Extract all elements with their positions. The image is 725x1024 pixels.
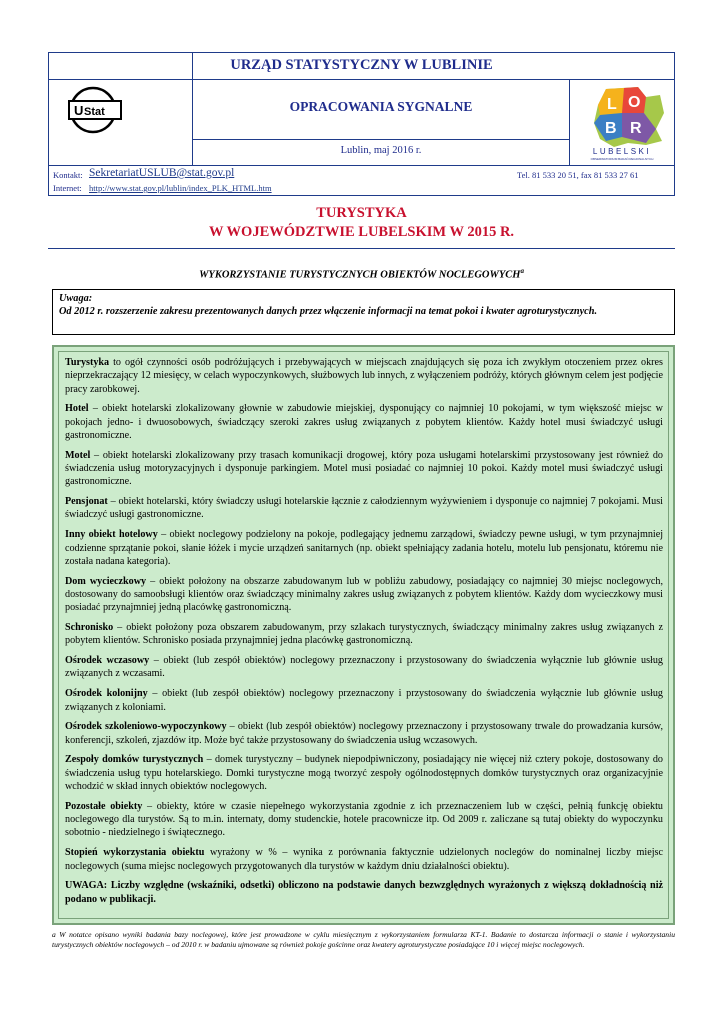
note-text: Od 2012 r. rozszerzenie zakresu prezentowanych danych przez włączenie informacji na temat pokoi i kwater agroturystycznych. bbox=[59, 306, 598, 317]
definition-item bbox=[65, 449, 663, 489]
definition-item bbox=[65, 621, 663, 648]
definition-term: Ośrodek kolonijny bbox=[65, 688, 148, 700]
definition-item bbox=[65, 654, 663, 681]
definition-item bbox=[65, 402, 663, 442]
internet-link[interactable]: http://www.stat.gov.pl/lublin/index_PLK_HTML.htm bbox=[89, 183, 272, 193]
definition-text: – obiekt hotelarski zlokalizowany głownie w zabudowie miejskiej, dysponujący co najmniej 10 pokojami, w tym większość miejsc w pokojach jedno- i dwuosobowych, świadczący szeroki zakres usług związanych z pobytem klientów. Każdy hotel musi świadczyć usługi gastronomiczne. bbox=[65, 403, 663, 441]
us-logo bbox=[66, 86, 126, 134]
logo-prefix: U bbox=[74, 103, 84, 118]
logo-text: Stat bbox=[84, 106, 105, 118]
definition-term: Ośrodek szkoleniowo-wypoczynkowy bbox=[65, 721, 227, 733]
definition-item bbox=[65, 720, 663, 747]
definition-term: Schronisko bbox=[65, 622, 114, 634]
definition-text: – obiekty, które w czasie niepełnego wykorzystania zgodnie z ich przeznaczeniem lub w części, pełnią funkcję obiektu noclegowego dla turystów. Są to m.in. internaty, domy studenckie, hotele pracownicze itp. Od 2009 r. zaliczane są tutaj obiekty do wypoczynku sobotnio - niedzielnego i świątecznego. bbox=[65, 800, 663, 839]
internet-label: Internet: bbox=[53, 183, 82, 193]
definition-text: to ogół czynności osób podróżujących i przebywających w miejscach znajdujących się poza ich zwykłym otoczeniem przez okres nieprzekraczający 12 miesięcy, w celach wypoczynkowych, służbowych lub innych, z wyłączeniem podróży, których głównym celem jest podjęcie pracy zarobkowej. bbox=[65, 357, 663, 395]
contact-email-link[interactable]: SekretariatUSLUB@stat.gov.pl bbox=[89, 167, 235, 179]
definitions-list bbox=[58, 351, 669, 919]
definition-text: – obiekt położony na obszarze zabudowanym lub w pobliżu zabudowy, posiadający co najmniej 30 miejsc noclegowych, dostosowany do samoobsługi klientów oraz świadczący minimalny zakres usług związanych z pobytem klientów. Każdy dom wycieczkowy musi posiadać przynajmniej jedną placówkę gastronomiczną. bbox=[65, 575, 664, 614]
definition-item bbox=[65, 846, 663, 873]
note-box bbox=[52, 289, 675, 335]
subtitle-text: WYKORZYSTANIE TURYSTYCZNYCH OBIEKTÓW NOCLEGOWYCH bbox=[199, 269, 521, 281]
footnote-marker: a bbox=[520, 267, 524, 275]
header-divider bbox=[49, 165, 674, 166]
title-line: W WOJEWÓDZTWIE LUBELSKIM W 2015 R. bbox=[208, 224, 515, 240]
logo-caption: OBSERWATORIUM BADAŃ REGIONALNYCH bbox=[590, 157, 654, 161]
logo-letter: R bbox=[630, 120, 642, 137]
definition-text: – obiekt (lub zespół obiektów) noclegowy przeznaczony i przystosowany trwale do prowadzania kursów, konferencji, szkoleń, zjazdów itp. Może być także przystosowany do świadczenia usług wczasowych. bbox=[65, 721, 663, 746]
definition-term: Turystyka bbox=[65, 357, 110, 368]
definitions-box bbox=[52, 345, 675, 925]
logo-letter: B bbox=[605, 120, 617, 137]
definition-text: – obiekt (lub zespół obiektów) noclegowy przeznaczony i przystosowany do świadczenia wyłącznie lub głównie usług związanych z wczasami. bbox=[65, 655, 663, 680]
definition-text: – obiekt położony poza obszarem zabudowanym, przy szlakach turystycznych, świadczący minimalny zakres usług związanych z pobytem klientów. Schronisko posiada przynajmniej jedna placówkę gastronomiczną. bbox=[65, 622, 663, 647]
definition-term: Stopień wykorzystania obiektu bbox=[65, 847, 205, 859]
definition-term: Inny obiekt hotelowy bbox=[65, 529, 158, 541]
contact-label: Kontakt: bbox=[53, 170, 83, 180]
logo-letter: O bbox=[628, 94, 641, 111]
title-line: TURYSTYKA bbox=[316, 205, 407, 221]
page-title bbox=[48, 204, 675, 242]
definition-text: wyrażony w % – wynika z porównania faktycznie udzielonych noclegów do nominalnej liczby miejsc noclegowych (suma miejsc noclegowych przygotowanych dla turystów w każdym dniu działalności obiektu). bbox=[65, 847, 663, 872]
logo-word: LUBELSKI bbox=[592, 147, 652, 156]
note-label: Uwaga: bbox=[59, 293, 93, 304]
header-divider bbox=[193, 139, 569, 140]
footnote bbox=[52, 930, 675, 951]
series-title: OPRACOWANIA SYGNALNE bbox=[289, 99, 473, 114]
definition-term: Zespoły domków turystycznych bbox=[65, 754, 204, 766]
definition-item bbox=[65, 528, 663, 568]
contact-phone: Tel. 81 533 20 51, fax 81 533 27 61 bbox=[517, 170, 639, 180]
definition-text: – domek turystyczny – budynek niepodpiwniczony, posiadający nie więcej niż cztery pokoje, dostosowany do świadczenia usług typu hotelarskiego. Domki turystyczne mogą tworzyć zespoły ogólnodostępnych domków turystycznych oraz organizacyjnie wchodzić w skład innych obiektów noclegowych. bbox=[65, 754, 663, 793]
warning-note: UWAGA: Liczby względne (wskaźniki, odsetki) obliczono na podstawie danych bezwzględnych wyrażonych z większą dokładnością niż podano w publikacji. bbox=[65, 880, 663, 905]
definition-term: Motel bbox=[65, 449, 91, 461]
definition-term: Pozostałe obiekty bbox=[65, 800, 143, 812]
definition-term: Pensjonat bbox=[65, 496, 108, 508]
office-name: URZĄD STATYSTYCZNY W LUBLINIE bbox=[230, 57, 493, 73]
definition-item bbox=[65, 687, 663, 714]
section-subtitle bbox=[48, 267, 675, 281]
footnote-text: W notatce opisano wyniki badania bazy noclegowej, które jest prowadzone w cyklu miesięcznym z wykorzystaniem formularza KT-1. Badanie to dostarcza informacji o stanie i wykorzystaniu turystycznych obiektów noclegowych – od 2010 r. w badaniu ujmowane są również pokoje gościnne oraz kwatery agroturystyczne posiadające 10 i więcej miejsc noclegowych. bbox=[52, 930, 675, 950]
definition-item bbox=[65, 356, 663, 396]
definition-text: – obiekt hotelarski, który świadczy usługi hotelarskie łącznie z całodziennym wyżywieniem i dysponuje co najmniej 7 pokojami. Musi świadczyć usługi gastronomiczne. bbox=[65, 496, 663, 521]
definition-text: – obiekt (lub zespół obiektów) noclegowy przeznaczony i przystosowany do świadczenia wyłącznie lub głównie usług związanych z koloniami. bbox=[65, 688, 663, 713]
lubelski-observatory-logo bbox=[576, 83, 668, 161]
definition-term: Ośrodek wczasowy bbox=[65, 655, 150, 667]
header-box bbox=[48, 52, 675, 196]
definition-item bbox=[65, 575, 663, 615]
logo-letter: L bbox=[607, 96, 617, 113]
definition-item bbox=[65, 495, 663, 522]
lob-logo-cell bbox=[569, 79, 674, 165]
definition-term: Hotel bbox=[65, 403, 89, 415]
footnote-marker: a bbox=[52, 930, 56, 939]
definition-item bbox=[65, 800, 663, 840]
publication-date: Lublin, maj 2016 r. bbox=[340, 145, 422, 156]
definition-item bbox=[65, 753, 663, 793]
definition-text: – obiekt hotelarski zlokalizowany przy trasach komunikacji drogowej, który poza usługami hotelarskimi przystosowany jest również do świadczenia usług motoryzacyjnych i dysponuje parkingiem. Motel musi posiadać co najmniej 10 pokoi. Każdy motel musi świadczyć usługi gastronomiczne. bbox=[65, 449, 663, 488]
definition-term: Dom wycieczkowy bbox=[65, 575, 147, 587]
title-divider bbox=[48, 248, 675, 249]
definition-text: – obiekt noclegowy podzielony na pokoje, podlegający jednemu zarządowi, świadczy pewne usługi, w tym przynajmniej codzienne sprzątanie pokoi, słanie łóżek i mycie urządzeń sanitarnych (np. obiekt spełniający zadania hotelu, motelu lub pensjonatu, któremu nie została nadana kategoria). bbox=[65, 529, 664, 567]
